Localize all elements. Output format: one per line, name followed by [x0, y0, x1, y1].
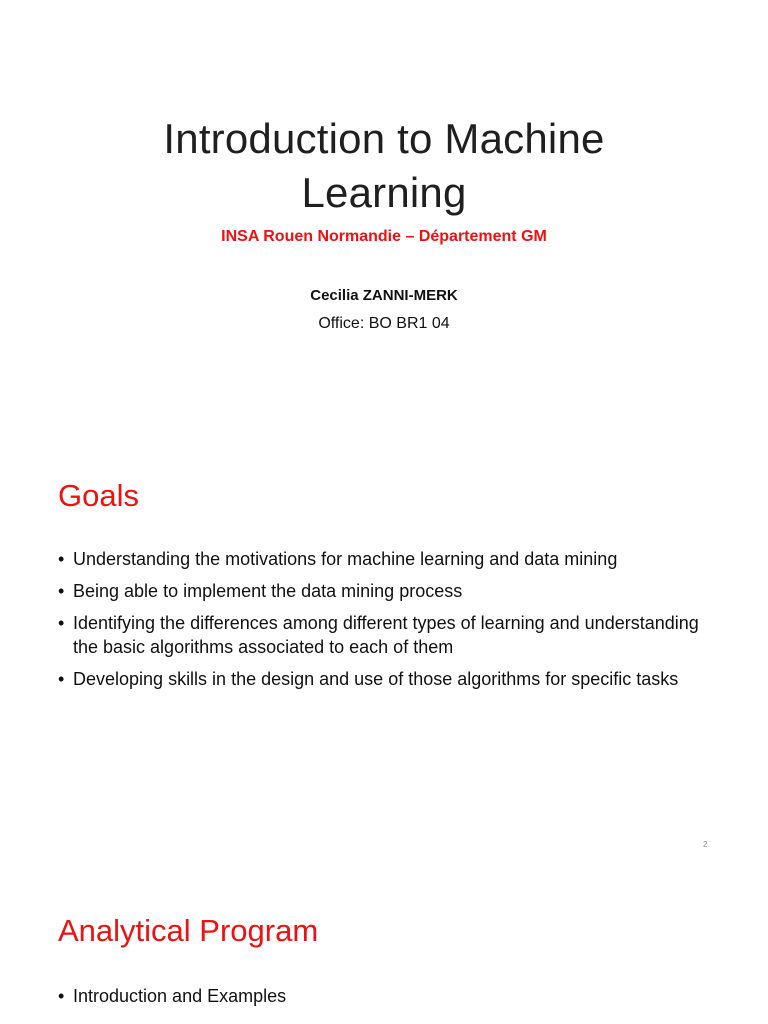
- bullet-text: Being able to implement the data mining process: [73, 581, 463, 601]
- goals-slide: [0, 430, 768, 870]
- goals-heading: Goals: [58, 478, 139, 513]
- bullet-text: Understanding the motivations for machine learning and data mining: [73, 549, 618, 569]
- bullet-text: Identifying the differences among different types of learning and understanding the basic algorithms associated to each of them: [73, 613, 699, 657]
- bullet-text: Developing skills in the design and use of those algorithms for specific tasks: [73, 669, 679, 689]
- bullet-icon: •: [58, 986, 65, 1006]
- list-item: [58, 547, 718, 571]
- goals-list: [58, 547, 718, 699]
- title-slide: [0, 0, 768, 430]
- list-item: [58, 611, 718, 659]
- page-number: 2: [703, 840, 708, 849]
- slide-subtitle: INSA Rouen Normandie – Département GM: [221, 228, 547, 245]
- analytical-program-slide: [0, 870, 768, 1024]
- bullet-icon: •: [58, 581, 65, 601]
- list-item: [58, 667, 718, 691]
- slide-title: Introduction to Machine Learning: [163, 115, 605, 216]
- author-name: Cecilia ZANNI-MERK: [310, 287, 458, 304]
- bullet-icon: •: [58, 613, 65, 633]
- bullet-icon: •: [58, 669, 65, 689]
- list-item: [58, 579, 718, 603]
- program-list: [58, 984, 718, 1016]
- bullet-text: Introduction and Examples: [73, 986, 287, 1006]
- analytical-program-heading: Analytical Program: [58, 913, 319, 948]
- list-item: [58, 984, 718, 1008]
- office-info: Office: BO BR1 04: [318, 315, 450, 332]
- bullet-icon: •: [58, 549, 65, 569]
